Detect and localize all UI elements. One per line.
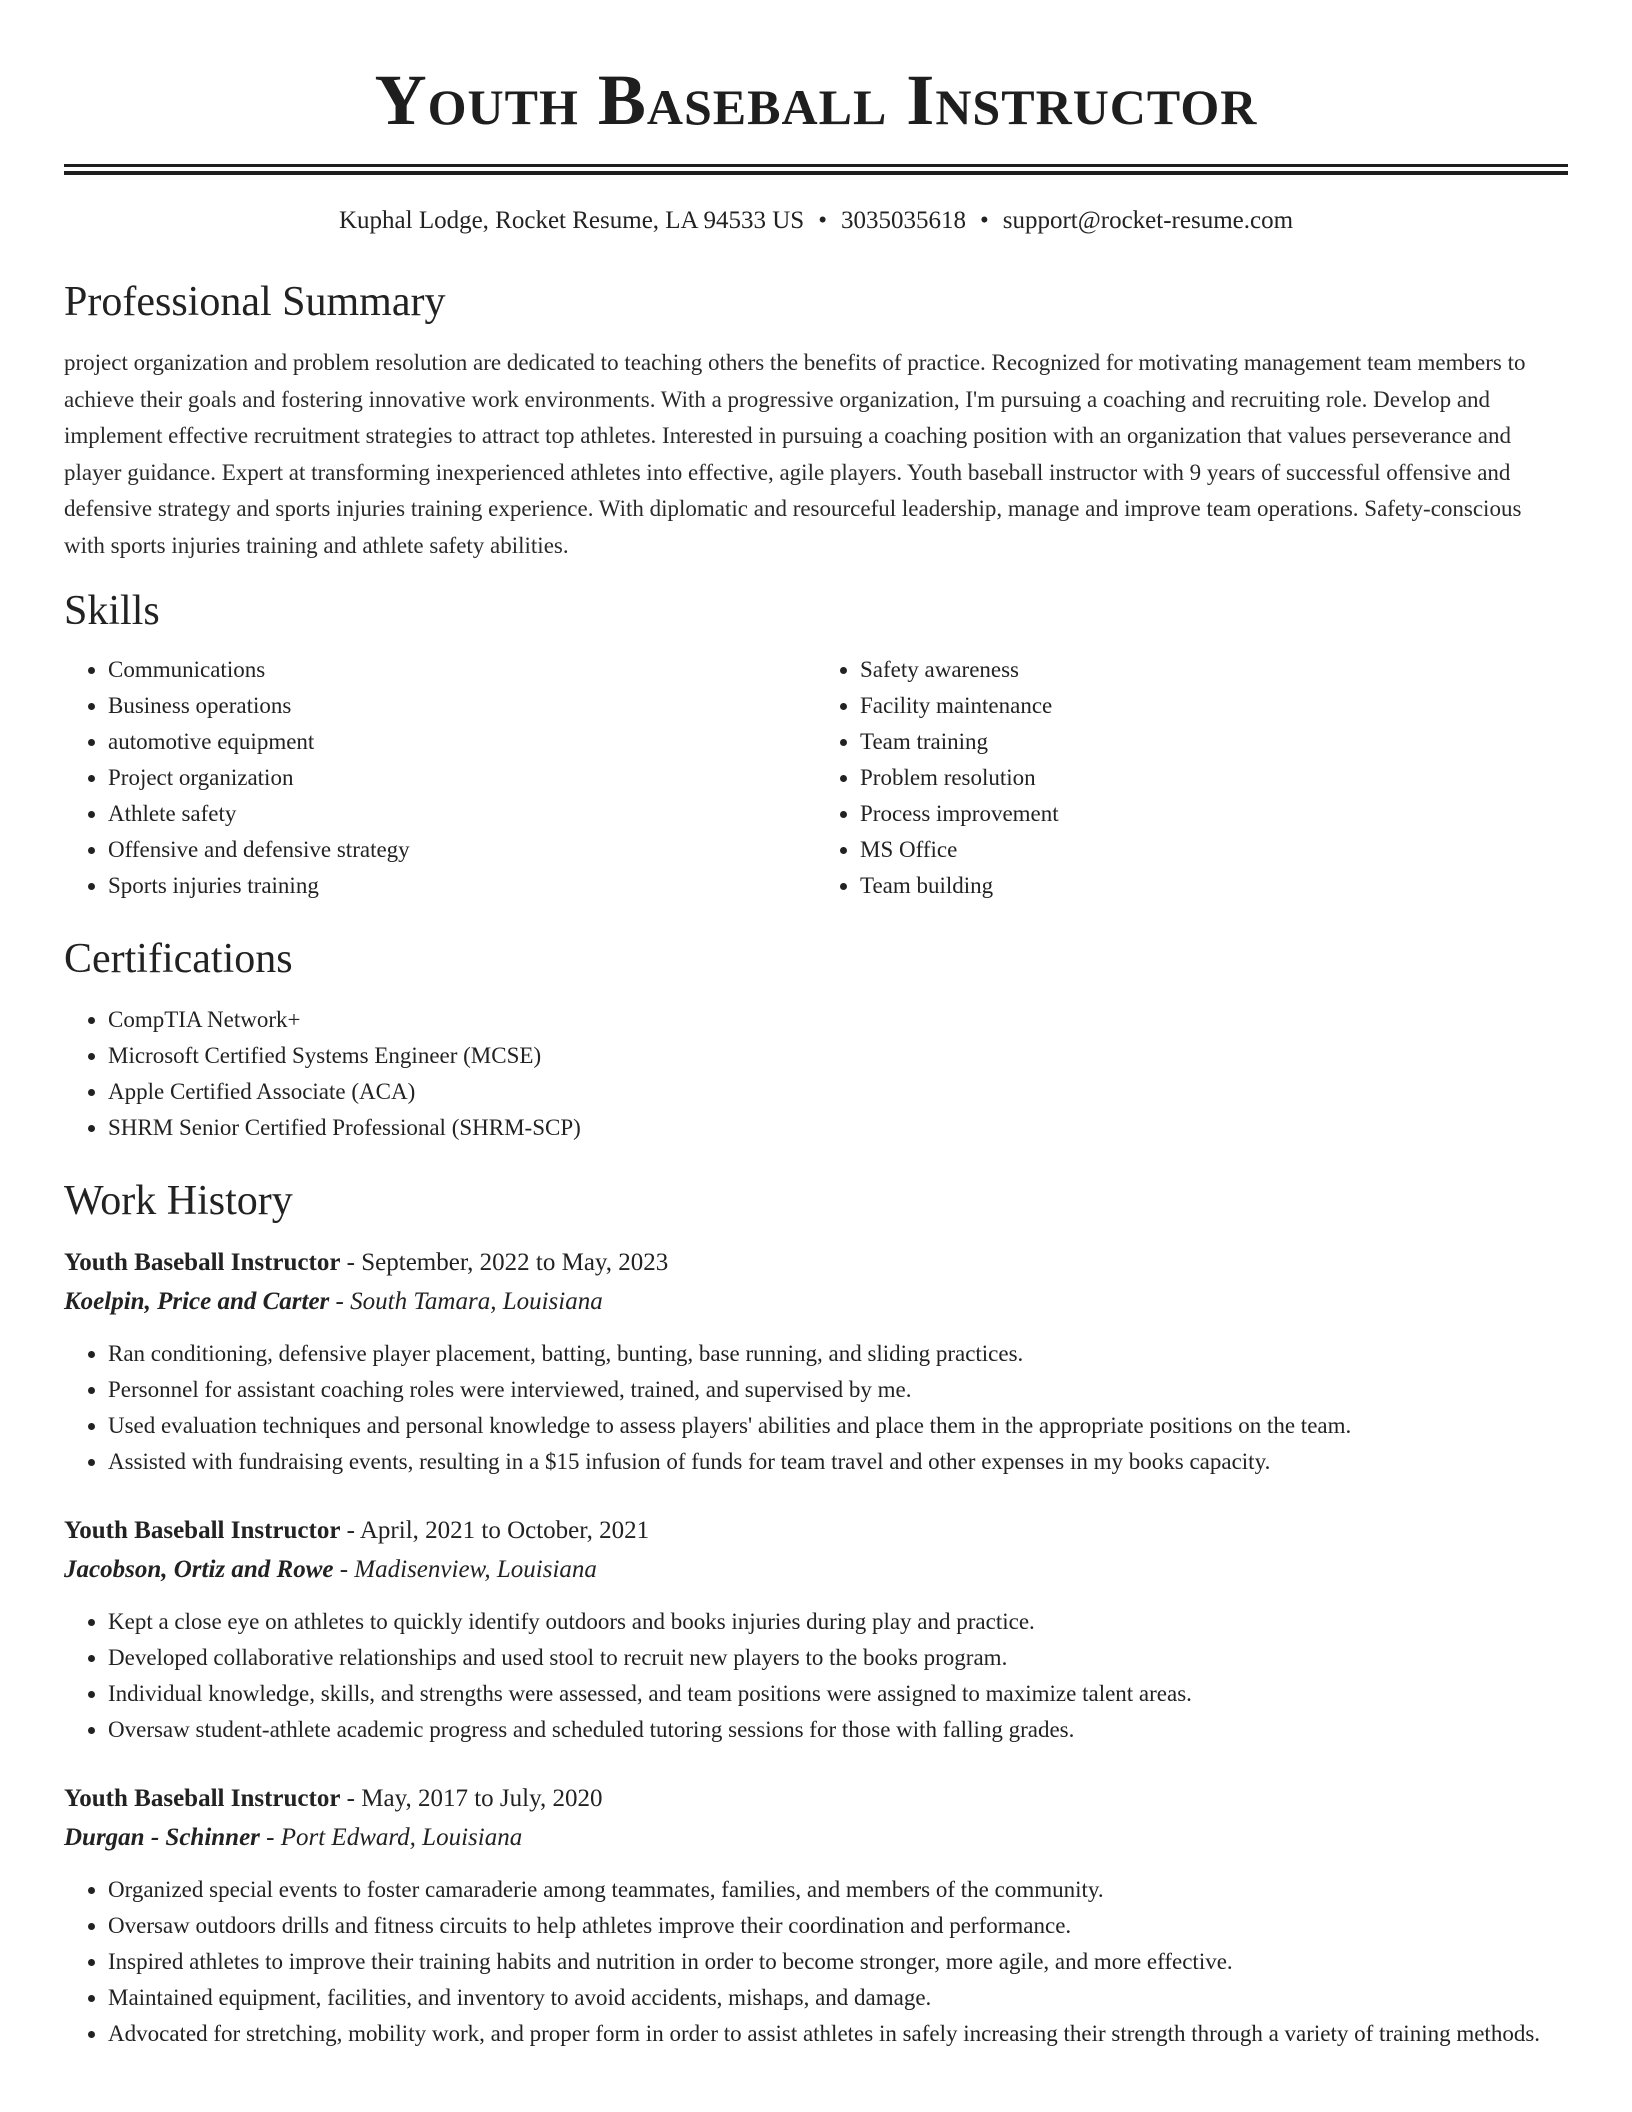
job-bullet: • Individual knowledge, skills, and strengths were assessed, and team positions were assigned to maximize talent areas. (108, 1676, 1568, 1712)
skill-item: • Project organization (108, 760, 816, 796)
job-company-line (64, 1818, 1568, 1858)
skill-item: • Safety awareness (860, 652, 1568, 688)
skill-item: • Facility maintenance (860, 688, 1568, 724)
contact-separator: • (818, 207, 827, 234)
certifications-heading: Certifications (64, 936, 293, 982)
job-dates: - September, 2022 to May, 2023 (340, 1249, 669, 1276)
job-bullet: • Developed collaborative relationships and used stool to recruit new players to the books program. (108, 1640, 1568, 1676)
certification-item: • Apple Certified Associate (ACA) (108, 1074, 1568, 1110)
job-bullet: • Inspired athletes to improve their training habits and nutrition in order to become stronger, more agile, and more effective. (108, 1944, 1568, 1980)
certification-item: • SHRM Senior Certified Professional (SHRM-SCP) (108, 1110, 1568, 1146)
job-bullet: • Ran conditioning, defensive player placement, batting, bunting, base running, and sliding practices. (108, 1336, 1568, 1372)
skill-item: • Athlete safety (108, 796, 816, 832)
job-role: Youth Baseball Instructor (64, 1249, 341, 1276)
job-entry (64, 1244, 1568, 1480)
skills-heading: Skills (64, 588, 160, 634)
job-bullet: • Advocated for stretching, mobility work, and proper form in order to assist athletes in safely increasing their strength through a variety of training methods. (108, 2016, 1568, 2052)
certification-item: • Microsoft Certified Systems Engineer (MCSE) (108, 1038, 1568, 1074)
certification-item: • CompTIA Network+ (108, 1002, 1568, 1038)
job-title-line (64, 1512, 1568, 1550)
job-title-line (64, 1780, 1568, 1818)
job-company: Koelpin, Price and Carter (64, 1288, 330, 1315)
work-history-heading: Work History (64, 1178, 293, 1224)
contact-email: support@rocket-resume.com (1002, 207, 1294, 234)
job-bullet: • Used evaluation techniques and personal knowledge to assess players' abilities and place them in the appropriate positions on the team. (108, 1408, 1568, 1444)
resume-page (64, 0, 1568, 2052)
certifications-list (64, 1002, 1568, 1146)
skill-item: • Offensive and defensive strategy (108, 832, 816, 868)
skill-item: • Business operations (108, 688, 816, 724)
header-double-rule (64, 164, 1568, 175)
job-bullet: • Oversaw outdoors drills and fitness circuits to help athletes improve their coordination and performance. (108, 1908, 1568, 1944)
job-role: Youth Baseball Instructor (64, 1785, 341, 1812)
job-bullet: • Personnel for assistant coaching roles were interviewed, trained, and supervised by me. (108, 1372, 1568, 1408)
summary-text: project organization and problem resolution are dedicated to teaching others the benefits of practice. Recognized for motivating management team members to achieve their goals and fostering innovative work environments. With a progressive organization, I'm pursuing a coaching and recruiting role. Develop and implement effective recruitment strategies to attract top athletes. Interested in pursuing a coaching position with an organization that values perseverance and player guidance. Expert at transforming inexperienced athletes into effective, agile players. Youth baseball instructor with 9 years of successful offensive and defensive strategy and sports injuries training experience. With diplomatic and resourceful leadership, manage and improve team operations. Safety-conscious with sports injuries training and athlete safety abilities. (64, 350, 1526, 558)
skill-item: • Sports injuries training (108, 868, 816, 904)
skill-item: • MS Office (860, 832, 1568, 868)
job-bullets (64, 1872, 1568, 2052)
job-location: - South Tamara, Louisiana (329, 1288, 603, 1315)
skill-item: • Problem resolution (860, 760, 1568, 796)
job-bullet: • Assisted with fundraising events, resulting in a $15 infusion of funds for team travel and other expenses in my books capacity. (108, 1444, 1568, 1480)
resume-name: Youth Baseball Instructor (374, 60, 1258, 140)
skills-columns (64, 652, 1568, 904)
contact-line (64, 205, 1568, 237)
skill-item: • Team training (860, 724, 1568, 760)
job-company-line (64, 1282, 1568, 1322)
skills-left-list (64, 652, 816, 904)
contact-phone: 3035035618 (840, 207, 966, 234)
skill-item: • automotive equipment (108, 724, 816, 760)
contact-separator: • (979, 207, 989, 234)
job-bullets (64, 1604, 1568, 1748)
job-bullet: • Maintained equipment, facilities, and inventory to avoid accidents, mishaps, and damage. (108, 1980, 1568, 2016)
skill-item: • Team building (860, 868, 1568, 904)
skill-item: • Process improvement (860, 796, 1568, 832)
job-role: Youth Baseball Instructor (64, 1517, 341, 1544)
job-company-line (64, 1550, 1568, 1590)
job-bullet: • Kept a close eye on athletes to quickly identify outdoors and books injuries during play and practice. (108, 1604, 1568, 1640)
summary-heading: Professional Summary (64, 279, 446, 325)
job-location: - Port Edward, Louisiana (259, 1824, 523, 1851)
job-dates: - May, 2017 to July, 2020 (340, 1785, 603, 1812)
job-entry (64, 1780, 1568, 2052)
job-bullet: • Organized special events to foster camaraderie among teammates, families, and members of the community. (108, 1872, 1568, 1908)
job-company: Durgan - Schinner (64, 1824, 260, 1851)
job-location: - Madisenview, Louisiana (333, 1556, 597, 1583)
job-dates: - April, 2021 to October, 2021 (340, 1517, 650, 1544)
job-entry (64, 1512, 1568, 1748)
job-title-line (64, 1244, 1568, 1282)
contact-address: Kuphal Lodge, Rocket Resume, LA 94533 US (338, 207, 805, 234)
job-bullets (64, 1336, 1568, 1480)
job-bullet: • Oversaw student-athlete academic progress and scheduled tutoring sessions for those with falling grades. (108, 1712, 1568, 1748)
job-company: Jacobson, Ortiz and Rowe (64, 1556, 334, 1583)
skills-right-list (816, 652, 1568, 904)
skill-item: • Communications (108, 652, 816, 688)
